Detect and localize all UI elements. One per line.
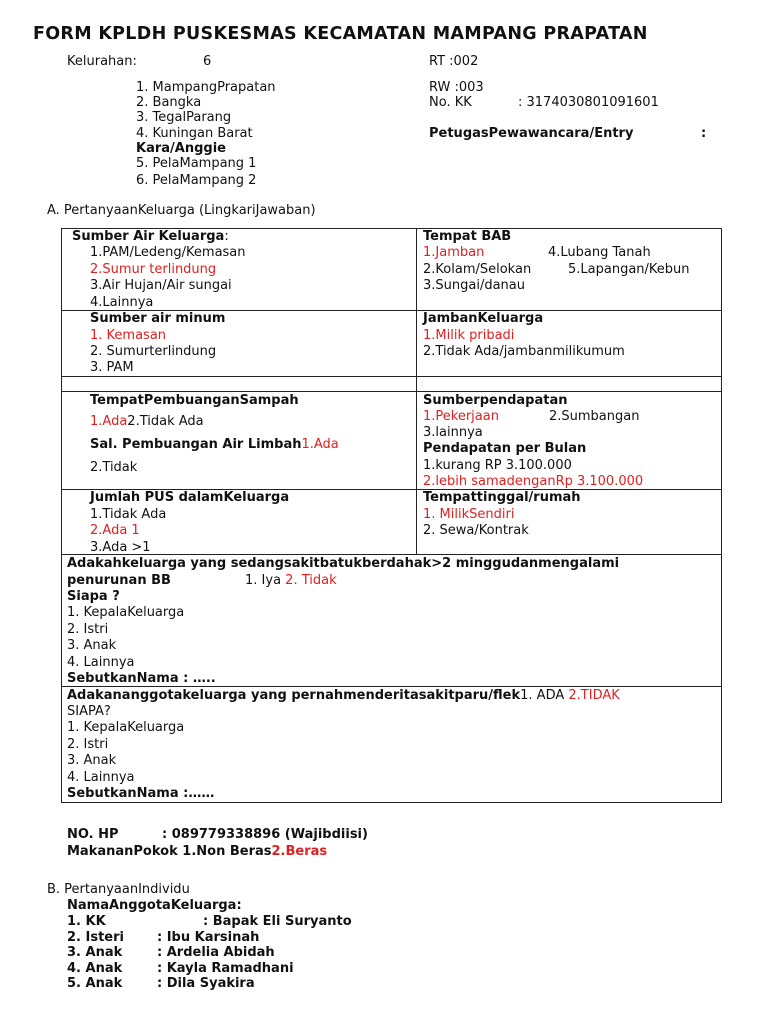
limbah-title: Sal. Pembuangan Air Limbah1.Ada: [90, 437, 339, 452]
air-minum-option: 2. Sumurterlindung: [90, 344, 217, 359]
kara-text: Kara/Anggie: [136, 141, 226, 156]
air-minum-title: Sumber air minum: [90, 311, 226, 326]
kelurahan-option: 3. TegalParang: [136, 110, 232, 125]
tempat-bab-option: 5.Lapangan/Kebun: [568, 262, 690, 277]
section-b-subheading: NamaAnggotaKeluarga:: [67, 898, 242, 913]
member-name: : Ibu Karsinah: [157, 930, 260, 945]
kelurahan-option: 2. Bangka: [136, 95, 202, 110]
tempat-tinggal-option: 2. Sewa/Kontrak: [423, 523, 529, 538]
paru-option: 1. KepalaKeluarga: [67, 720, 185, 735]
air-minum-option: 1. Kemasan: [90, 328, 167, 343]
tempat-bab-option: 4.Lubang Tanah: [548, 245, 651, 260]
sumber-air-title: Sumber Air Keluarga:: [72, 229, 229, 244]
batuk-answers: 1. Iya 2. Tidak: [245, 573, 337, 588]
sampah-title: TempatPembuanganSampah: [90, 393, 299, 408]
kelurahan-label: Kelurahan:: [67, 54, 137, 69]
sumber-air-option: 2.Sumur terlindung: [90, 262, 217, 277]
per-bulan-title: Pendapatan per Bulan: [423, 441, 587, 456]
batuk-sebutkan: SebutkanNama : …..: [67, 671, 216, 686]
batuk-question-cont: penurunan BB: [67, 573, 171, 588]
paru-option: 3. Anak: [67, 753, 117, 768]
form-title: FORM KPLDH PUSKESMAS KECAMATAN MAMPANG PRAPATAN: [33, 24, 648, 44]
tempat-bab-option: 1.Jamban: [423, 245, 485, 260]
member-name: : Kayla Ramadhani: [157, 961, 294, 976]
batuk-option: 1. KepalaKeluarga: [67, 605, 185, 620]
pendapatan-option: 1.Pekerjaan: [423, 409, 499, 424]
kelurahan-value: 6: [203, 54, 212, 69]
sumber-air-option: 3.Air Hujan/Air sungai: [90, 278, 232, 293]
tempat-bab-option: 3.Sungai/danau: [423, 278, 526, 293]
kelurahan-option: 6. PelaMampang 2: [136, 173, 257, 188]
member-role: 1. KK: [67, 914, 106, 929]
batuk-siapa: Siapa ?: [67, 589, 120, 604]
sumber-air-option: 4.Lainnya: [90, 295, 154, 310]
hp-value: : 089779338896 (Wajibdiisi): [162, 827, 368, 842]
paru-option: 2. Istri: [67, 737, 109, 752]
tempat-bab-title: Tempat BAB: [423, 229, 512, 244]
section-a-heading: A. PertanyaanKeluarga (LingkariJawaban): [47, 203, 316, 218]
pendapatan-option: 2.Sumbangan: [549, 409, 640, 424]
sampah-options: 1.Ada2.Tidak Ada: [90, 414, 204, 429]
per-bulan-option: 1.kurang RP 3.100.000: [423, 458, 572, 473]
pus-option: 3.Ada >1: [90, 540, 151, 555]
kk-value: : 3174030801091601: [518, 95, 659, 110]
kelurahan-option: 1. MampangPrapatan: [136, 80, 276, 95]
paru-option: 4. Lainnya: [67, 770, 135, 785]
jamban-title: JambanKeluarga: [423, 311, 544, 326]
batuk-option: 4. Lainnya: [67, 655, 135, 670]
pus-option: 1.Tidak Ada: [90, 507, 167, 522]
jamban-option: 1.Milik pribadi: [423, 328, 515, 343]
member-role: 5. Anak: [67, 976, 123, 991]
member-name: : Dila Syakira: [157, 976, 255, 991]
pendapatan-option: 3.lainnya: [423, 425, 483, 440]
member-role: 4. Anak: [67, 961, 123, 976]
batuk-option: 3. Anak: [67, 638, 117, 653]
tempat-tinggal-title: Tempattinggal/rumah: [423, 490, 581, 505]
jamban-option: 2.Tidak Ada/jambanmilikumum: [423, 344, 625, 359]
kk-label: No. KK: [429, 95, 472, 110]
pus-title: Jumlah PUS dalamKeluarga: [90, 490, 290, 505]
tempat-bab-option: 2.Kolam/Selokan: [423, 262, 532, 277]
petugas-colon: :: [701, 126, 707, 141]
paru-question: Adakananggotakeluarga yang pernahmenderitasakitparu/flek1. ADA 2.TIDAK: [67, 688, 620, 703]
member-name: : Bapak Eli Suryanto: [203, 914, 352, 929]
rt-field: RT :002: [429, 54, 479, 69]
member-name: : Ardelia Abidah: [157, 945, 275, 960]
row-divider: [61, 376, 722, 377]
sumber-air-option: 1.PAM/Ledeng/Kemasan: [90, 245, 246, 260]
paru-siapa: SIAPA?: [67, 704, 111, 719]
member-role: 3. Anak: [67, 945, 123, 960]
row-divider: [61, 391, 722, 392]
tempat-tinggal-option: 1. MilikSendiri: [423, 507, 515, 522]
petugas-label: PetugasPewawancara/Entry: [429, 126, 634, 141]
rw-field: RW :003: [429, 80, 484, 95]
batuk-option: 2. Istri: [67, 622, 109, 637]
limbah-option: 2.Tidak: [90, 460, 138, 475]
makanan-pokok: MakananPokok 1.Non Beras2.Beras: [67, 844, 328, 859]
section-b-heading: B. PertanyaanIndividu: [47, 882, 190, 897]
member-role: 2. Isteri: [67, 930, 124, 945]
kelurahan-option: 4. Kuningan Barat: [136, 126, 253, 141]
paru-sebutkan: SebutkanNama :……: [67, 786, 215, 801]
hp-label: NO. HP: [67, 827, 119, 842]
pendapatan-title: Sumberpendapatan: [423, 393, 568, 408]
batuk-question: Adakahkeluarga yang sedangsakitbatukberdahak>2 minggudanmengalami: [67, 556, 620, 571]
pus-option: 2.Ada 1: [90, 523, 140, 538]
air-minum-option: 3. PAM: [90, 360, 134, 375]
row-divider: [61, 554, 722, 555]
per-bulan-option: 2.lebih samadenganRp 3.100.000: [423, 474, 644, 489]
kelurahan-option: 5. PelaMampang 1: [136, 156, 257, 171]
